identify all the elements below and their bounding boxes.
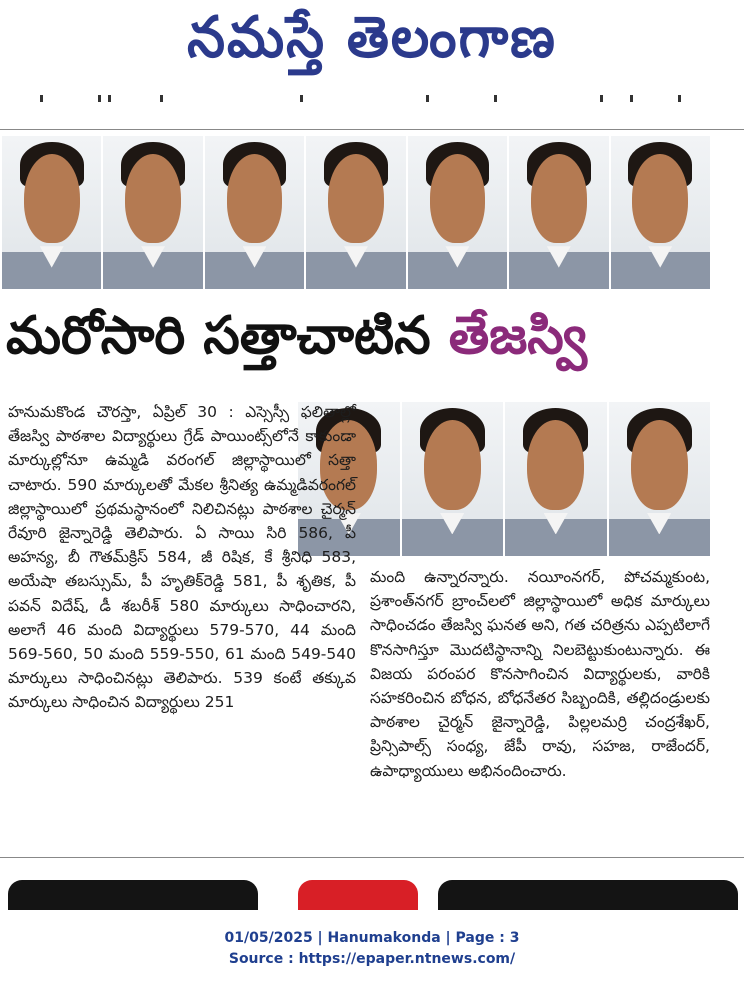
headline-main: మరోసారి సత్తాచాటిన <box>6 306 431 366</box>
student-photo <box>2 136 101 289</box>
masthead <box>0 0 744 86</box>
student-photo <box>306 136 405 289</box>
divider-bottom <box>0 857 744 858</box>
page-footer <box>0 928 744 970</box>
cropped-next-headline <box>8 876 744 910</box>
newspaper-title: నమస్తే తెలంగాణ <box>187 4 557 71</box>
cropped-headline-strip <box>0 95 744 105</box>
student-photo <box>505 402 607 556</box>
divider-top <box>0 129 744 130</box>
article-column-1: హనుమకొండ చౌరస్తా, ఏప్రిల్ 30 : ఎస్సెస్సీ ఫలితాల్లో తేజస్వి పాఠశాల విద్యార్థులు గ్రేడ్ పాయింట్స్‌లోనే కాకుండా మార్కుల్లోనూ ఉమ్మడి వరంగల్ జిల్లాస్థాయిలో సత్తా చాటారు. 590 మార్కులతో మేకల శ్రీనిత్య ఉమ్మడివరంగల్ జిల్లాస్థాయిలో ప్రథమస్థానంలో నిలిచినట్లు పాఠశాల చైర్మన్ రేవూరి జైన్నారెడ్డి తెలిపారు. ఏ సాయి సిరి 586, పీ అహన్య, బీ గౌతమ్‌క్రిస్ 584, జీ రిషిక, కే శ్రీనిధి 583, అయేషా తబస్సుమ్, పీ హృతిక్‌రెడ్డి 581, పీ శృతిక, పీ పవన్ విదేష్, డీ శబరీశ్ 580 మార్కులు సాధించారని, అలాగే 46 మంది విద్యార్థులు 579-570, 44 మంది 569-560, 50 మంది 559-550, 61 మంది 549-540 మార్కులు సాధించినట్లు తెలిపారు. 539 కంటే తక్కువ మార్కులు సాధించిన విద్యార్థులు 251 <box>8 403 356 712</box>
student-photo <box>402 402 504 556</box>
article-headline <box>6 306 726 386</box>
student-photo <box>408 136 507 289</box>
footer-edition-info: 01/05/2025 | Hanumakonda | Page : 3 <box>224 930 520 946</box>
student-photo <box>205 136 304 289</box>
footer-source: Source : https://epaper.ntnews.com/ <box>228 951 516 967</box>
student-photo <box>609 402 711 556</box>
article-column-2: మంది ఉన్నారన్నారు. నయీంనగర్, పోచమ్మకుంట, ప్రశాంత్‌నగర్ బ్రాంచ్‌లలో జిల్లాస్థాయిలో అధిక మార్కులు సాధించడం తేజస్వి ఘనత అని, గత చరిత్రను ఎప్పటిలాగే కొనసాగిస్తూ మొదటిస్థానాన్ని నిలబెట్టుకుంటున్నారు. ఈ విజయ పరంపర కొనసాగించిన విద్యార్థులకు, వారికి సహకరించిన బోధన, బోధనేతర సిబ్బందికి, తల్లిదండ్రులకు పాఠశాల చైర్మన్ జైన్నారెడ్డి, పిల్లలమర్రి చంద్రశేఖర్, ప్రిన్సిపాల్స్ సంధ్య, జేపీ రావు, సహజ, రాజేందర్, ఉపాధ్యాయులు అభినందించారు. <box>370 568 710 780</box>
student-photo-row <box>2 136 710 289</box>
student-photo <box>509 136 608 289</box>
student-photo-grid <box>298 402 710 556</box>
headline-accent: తేజస్వి <box>448 306 587 366</box>
student-photo <box>611 136 710 289</box>
student-photo <box>103 136 202 289</box>
